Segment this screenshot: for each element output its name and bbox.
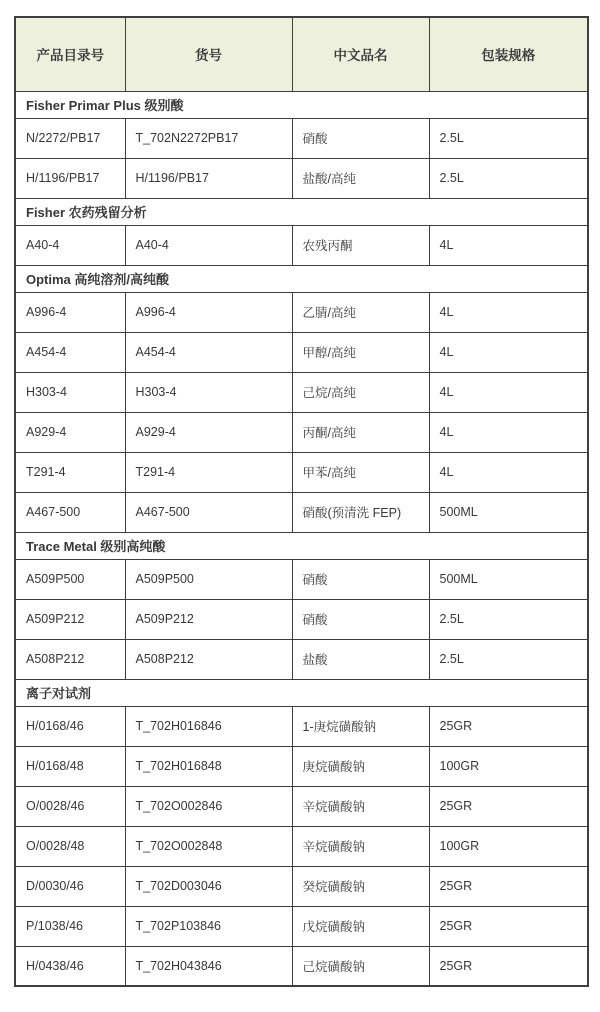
table-cell: 25GR [429, 906, 588, 946]
table-cell: A509P500 [125, 559, 292, 599]
table-cell: A508P212 [15, 639, 125, 679]
table-cell: 2.5L [429, 639, 588, 679]
table-cell: 25GR [429, 946, 588, 986]
section-title: 离子对试剂 [15, 679, 588, 706]
table-row [15, 452, 588, 492]
table-cell: 丙酮/高纯 [292, 412, 429, 452]
table-cell: O/0028/46 [15, 786, 125, 826]
table-row [15, 946, 588, 986]
table-row [15, 412, 588, 452]
table-cell: 500ML [429, 559, 588, 599]
table-row [15, 292, 588, 332]
section-row [15, 198, 588, 225]
table-cell: 2.5L [429, 158, 588, 198]
table-row [15, 826, 588, 866]
table-cell: T_702N2272PB17 [125, 118, 292, 158]
table-row [15, 599, 588, 639]
table-cell: 4L [429, 332, 588, 372]
table-cell: H303-4 [125, 372, 292, 412]
table-cell: A454-4 [125, 332, 292, 372]
table-cell: P/1038/46 [15, 906, 125, 946]
column-header-4: 包装规格 [429, 17, 588, 91]
table-cell: 25GR [429, 706, 588, 746]
table-cell: H/0168/48 [15, 746, 125, 786]
table-row [15, 332, 588, 372]
table-cell: A509P212 [15, 599, 125, 639]
table-cell: T_702H016846 [125, 706, 292, 746]
table-row [15, 225, 588, 265]
table-cell: A929-4 [125, 412, 292, 452]
table-cell: D/0030/46 [15, 866, 125, 906]
section-row [15, 265, 588, 292]
table-cell: T_702D003046 [125, 866, 292, 906]
table-cell: H/0168/46 [15, 706, 125, 746]
table-cell: H303-4 [15, 372, 125, 412]
table-cell: 4L [429, 412, 588, 452]
table-cell: T_702O002848 [125, 826, 292, 866]
table-cell: A509P212 [125, 599, 292, 639]
table-body [15, 91, 588, 986]
section-row [15, 91, 588, 118]
table-cell: N/2272/PB17 [15, 118, 125, 158]
table-row [15, 372, 588, 412]
table-cell: 1-庚烷磺酸钠 [292, 706, 429, 746]
table-cell: A509P500 [15, 559, 125, 599]
table-cell: 硝酸 [292, 559, 429, 599]
table-cell: 2.5L [429, 118, 588, 158]
table-cell: 戊烷磺酸钠 [292, 906, 429, 946]
table-cell: 4L [429, 225, 588, 265]
table-cell: A454-4 [15, 332, 125, 372]
table-cell: 4L [429, 372, 588, 412]
table-cell: 100GR [429, 746, 588, 786]
section-title: Fisher 农药残留分析 [15, 198, 588, 225]
section-row [15, 679, 588, 706]
table-cell: 农残丙酮 [292, 225, 429, 265]
table-cell: 辛烷磺酸钠 [292, 786, 429, 826]
product-table [14, 16, 589, 987]
table-cell: 25GR [429, 866, 588, 906]
table-row [15, 639, 588, 679]
header-row [15, 17, 588, 91]
table-cell: A467-500 [125, 492, 292, 532]
table-cell: A929-4 [15, 412, 125, 452]
table-cell: T_702O002846 [125, 786, 292, 826]
table-cell: T291-4 [125, 452, 292, 492]
table-row [15, 118, 588, 158]
table-cell: 盐酸/高纯 [292, 158, 429, 198]
table-cell: H/0438/46 [15, 946, 125, 986]
section-title: Trace Metal 级别高纯酸 [15, 532, 588, 559]
table-cell: A996-4 [125, 292, 292, 332]
column-header-1: 产品目录号 [15, 17, 125, 91]
table-cell: H/1196/PB17 [125, 158, 292, 198]
table-cell: A40-4 [15, 225, 125, 265]
table-cell: 4L [429, 452, 588, 492]
table-cell: T291-4 [15, 452, 125, 492]
table-cell: 乙腈/高纯 [292, 292, 429, 332]
section-row [15, 532, 588, 559]
table-row [15, 786, 588, 826]
table-cell: 25GR [429, 786, 588, 826]
table-cell: 500ML [429, 492, 588, 532]
table-cell: T_702P103846 [125, 906, 292, 946]
table-row [15, 492, 588, 532]
table-row [15, 906, 588, 946]
table-cell: O/0028/48 [15, 826, 125, 866]
table-cell: A40-4 [125, 225, 292, 265]
table-cell: T_702H043846 [125, 946, 292, 986]
table-cell: A467-500 [15, 492, 125, 532]
table-row [15, 746, 588, 786]
table-cell: 庚烷磺酸钠 [292, 746, 429, 786]
table-cell: 己烷磺酸钠 [292, 946, 429, 986]
table-cell: 辛烷磺酸钠 [292, 826, 429, 866]
table-cell: 100GR [429, 826, 588, 866]
table-header [15, 17, 588, 91]
table-cell: 甲醇/高纯 [292, 332, 429, 372]
table-row [15, 158, 588, 198]
table-cell: 4L [429, 292, 588, 332]
table-cell: 己烷/高纯 [292, 372, 429, 412]
table-cell: A996-4 [15, 292, 125, 332]
table-cell: 甲苯/高纯 [292, 452, 429, 492]
table-cell: H/1196/PB17 [15, 158, 125, 198]
column-header-3: 中文品名 [292, 17, 429, 91]
table-row [15, 706, 588, 746]
table-cell: 癸烷磺酸钠 [292, 866, 429, 906]
table-cell: 硝酸 [292, 118, 429, 158]
section-title: Optima 高纯溶剂/高纯酸 [15, 265, 588, 292]
table-row [15, 559, 588, 599]
table-cell: 硝酸 [292, 599, 429, 639]
table-cell: A508P212 [125, 639, 292, 679]
section-title: Fisher Primar Plus 级别酸 [15, 91, 588, 118]
table-row [15, 866, 588, 906]
table-cell: 盐酸 [292, 639, 429, 679]
table-cell: 2.5L [429, 599, 588, 639]
table-cell: 硝酸(预清洗 FEP) [292, 492, 429, 532]
table-cell: T_702H016848 [125, 746, 292, 786]
column-header-2: 货号 [125, 17, 292, 91]
